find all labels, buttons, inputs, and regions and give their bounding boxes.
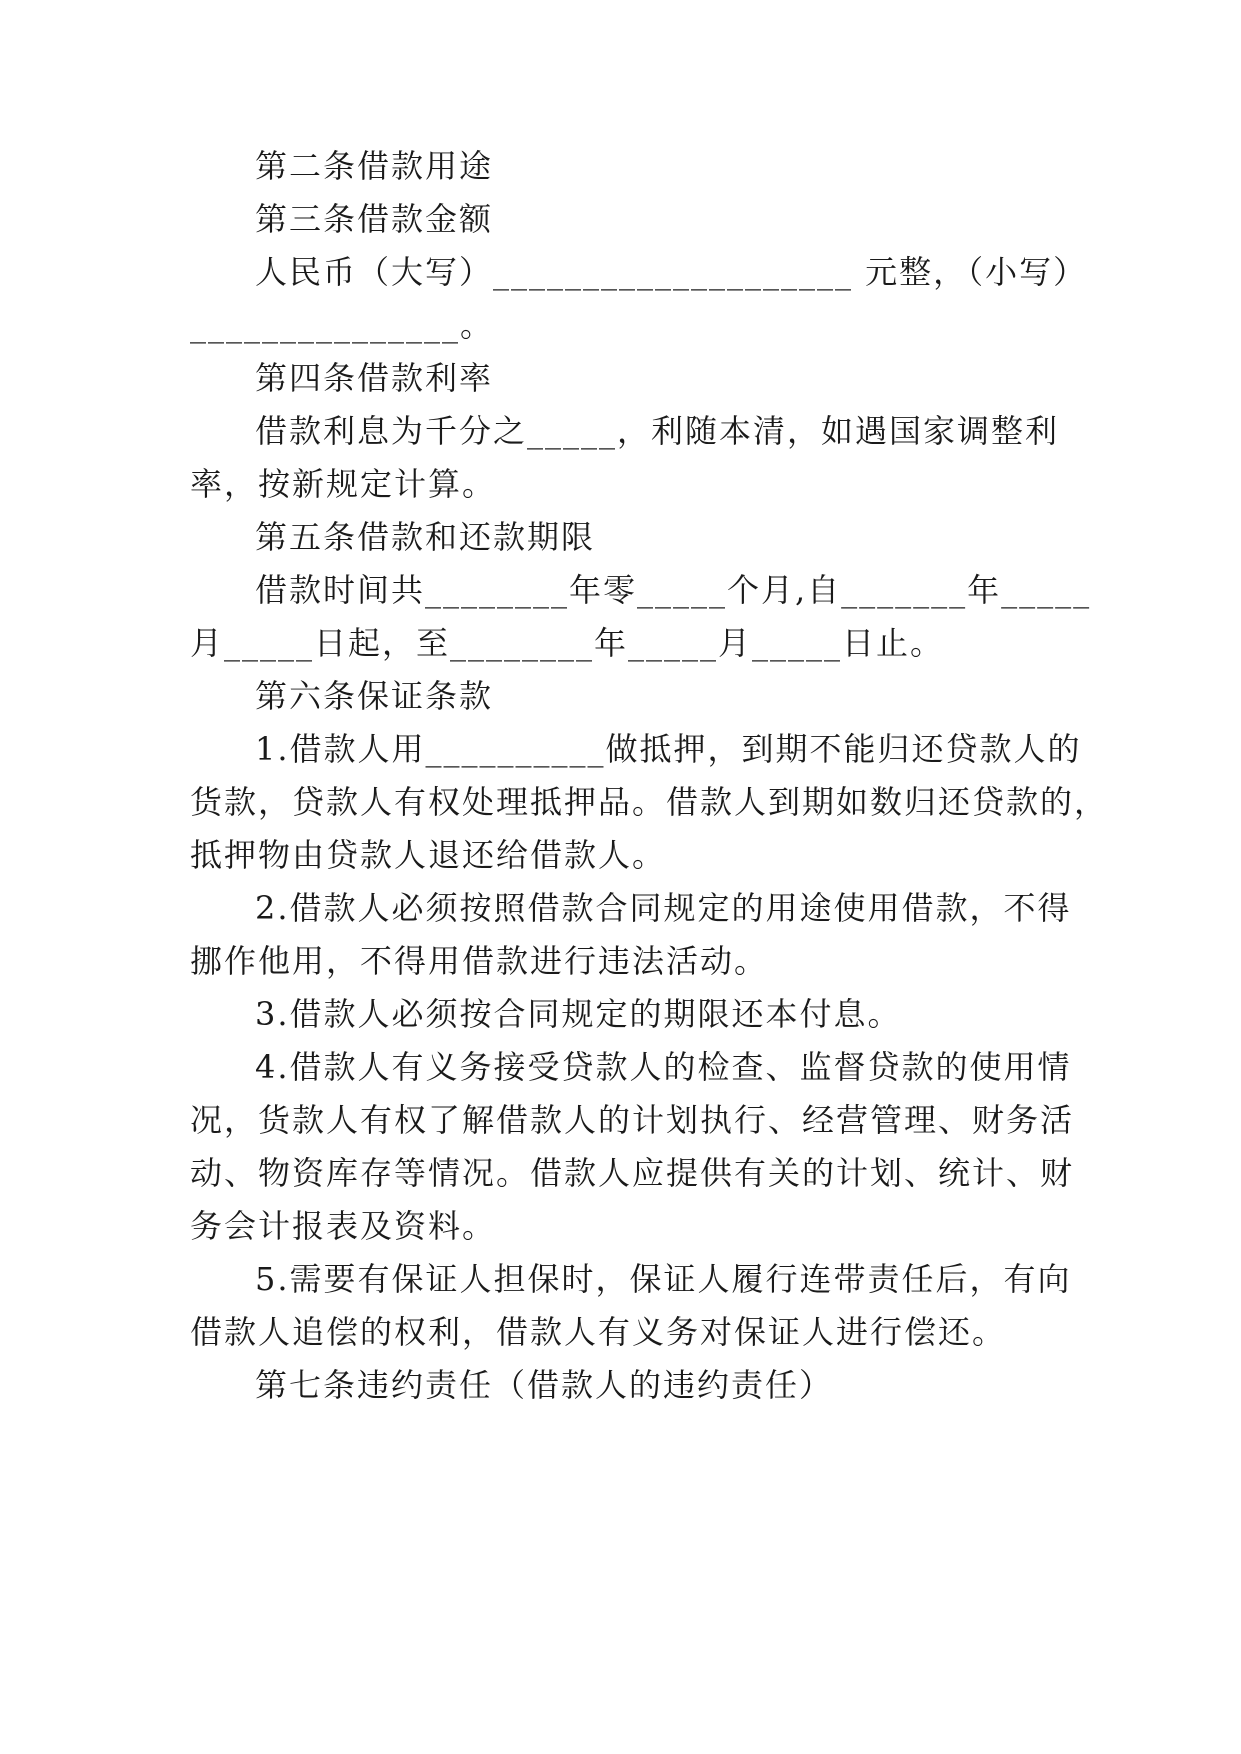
article-3-heading: 第三条借款金额	[255, 200, 494, 238]
term-line-cont: 月_____日起，至________年_____月_____日止。	[190, 624, 945, 662]
clause-1-line-2: 货款，贷款人有权处理抵押品。借款人到期如数归还贷款的，	[190, 783, 1109, 821]
article-4-heading: 第四条借款利率	[255, 359, 494, 397]
clause-4-line-4: 务会计报表及资料。	[190, 1207, 497, 1245]
clause-4-line-2: 况，货款人有权了解借款人的计划执行、经营管理、财务活	[190, 1101, 1075, 1139]
article-5-heading: 第五条借款和还款期限	[255, 518, 596, 556]
clause-1-line-3: 抵押物由贷款人退还给借款人。	[190, 836, 667, 874]
clause-2-line-2: 挪作他用，不得用借款进行违法活动。	[190, 942, 769, 980]
article-6-heading: 第六条保证条款	[255, 677, 494, 715]
article-2-heading: 第二条借款用途	[255, 147, 494, 185]
amount-line-cont: _______________。	[190, 306, 495, 344]
clause-5-line-1: 5.需要有保证人担保时，保证人履行连带责任后，有向	[255, 1260, 1072, 1298]
interest-line-cont: 率，按新规定计算。	[190, 465, 497, 503]
clause-4-line-3: 动、物资库存等情况。借款人应提供有关的计划、统计、财	[190, 1154, 1075, 1192]
interest-line: 借款利息为千分之_____，利随本清，如遇国家调整利	[255, 412, 1060, 450]
article-7-heading: 第七条违约责任（借款人的违约责任）	[255, 1366, 834, 1404]
clause-5-line-2: 借款人追偿的权利，借款人有义务对保证人进行偿还。	[190, 1313, 1007, 1351]
amount-line: 人民币（大写）____________________ 元整，（小写）	[255, 253, 1088, 291]
clause-4-line-1: 4.借款人有义务接受贷款人的检查、监督贷款的使用情	[255, 1048, 1072, 1086]
clause-1-line-1: 1.借款人用__________做抵押，到期不能归还贷款人的	[255, 730, 1082, 768]
clause-3-line-1: 3.借款人必须按合同规定的期限还本付息。	[255, 995, 902, 1033]
term-line: 借款时间共________年零_____个月,自_______年_____	[255, 571, 1092, 609]
clause-2-line-1: 2.借款人必须按照借款合同规定的用途使用借款，不得	[255, 889, 1072, 927]
